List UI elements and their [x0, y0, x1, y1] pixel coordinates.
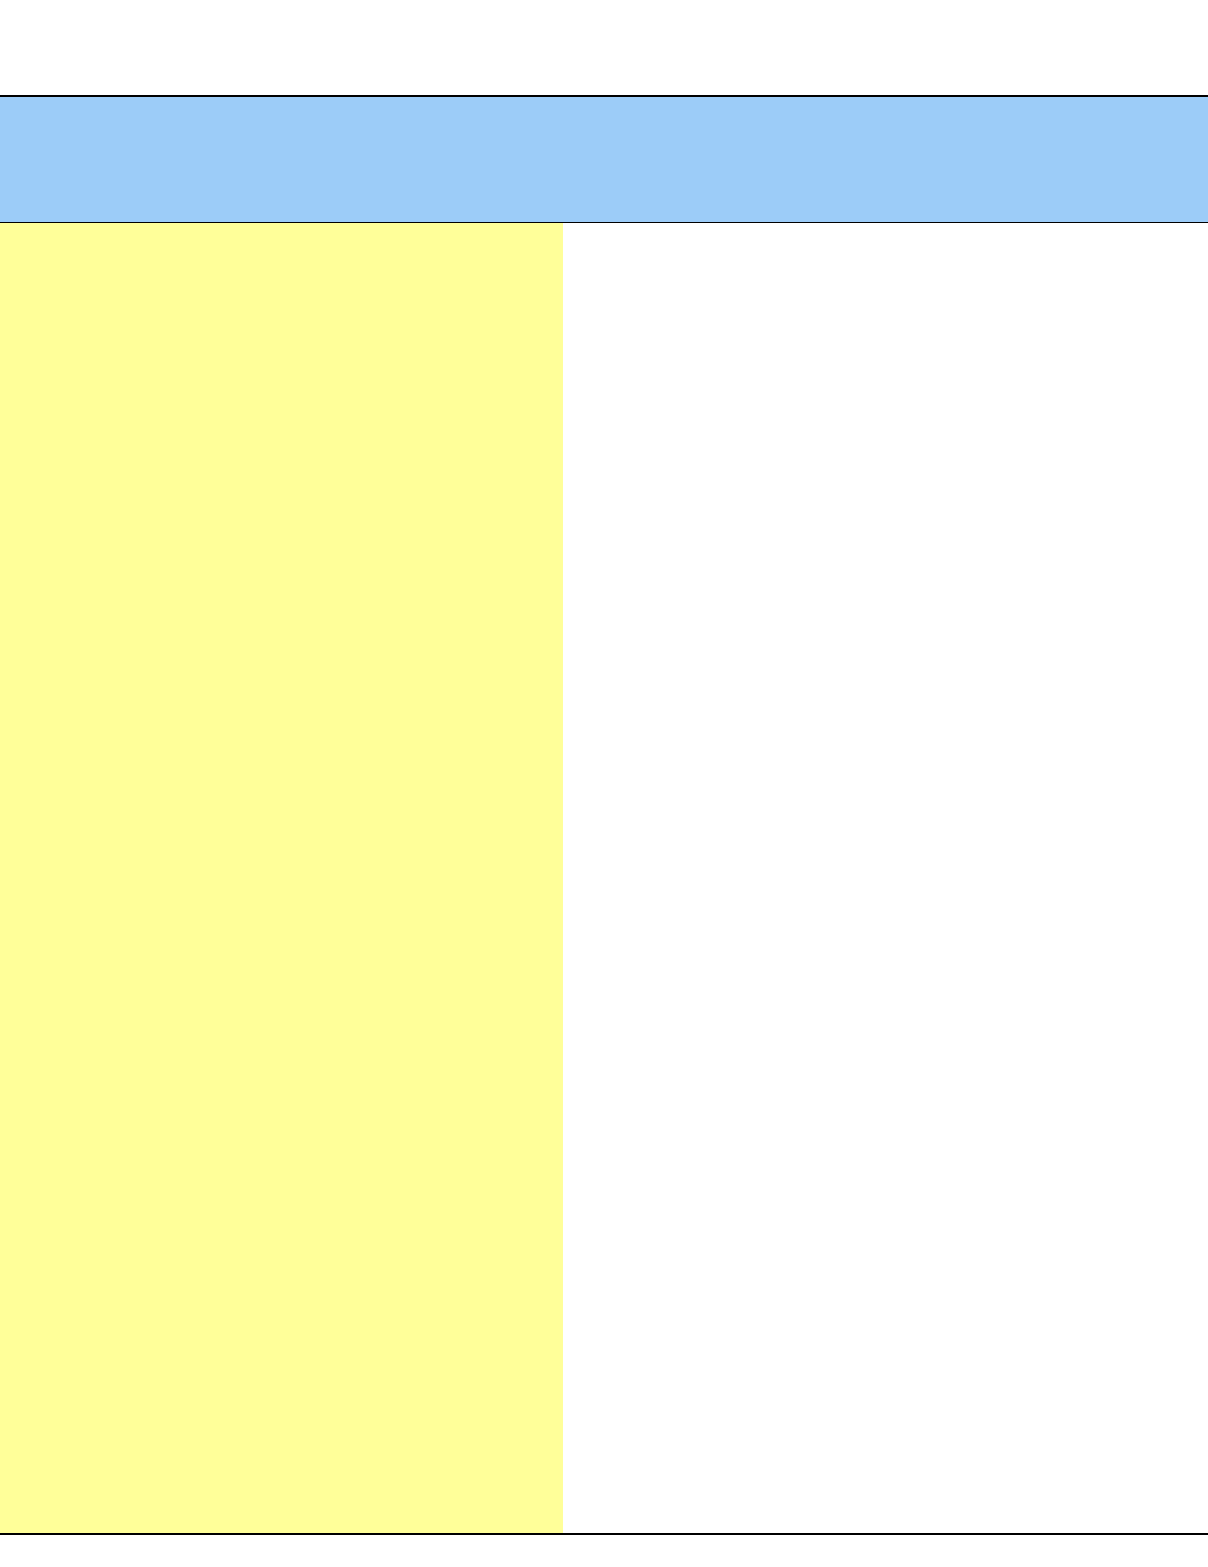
sector-column-background	[0, 223, 563, 1533]
table-title-cn	[4, 4, 86, 26]
bottom-rule	[0, 1533, 1208, 1535]
table-header	[0, 97, 1208, 223]
